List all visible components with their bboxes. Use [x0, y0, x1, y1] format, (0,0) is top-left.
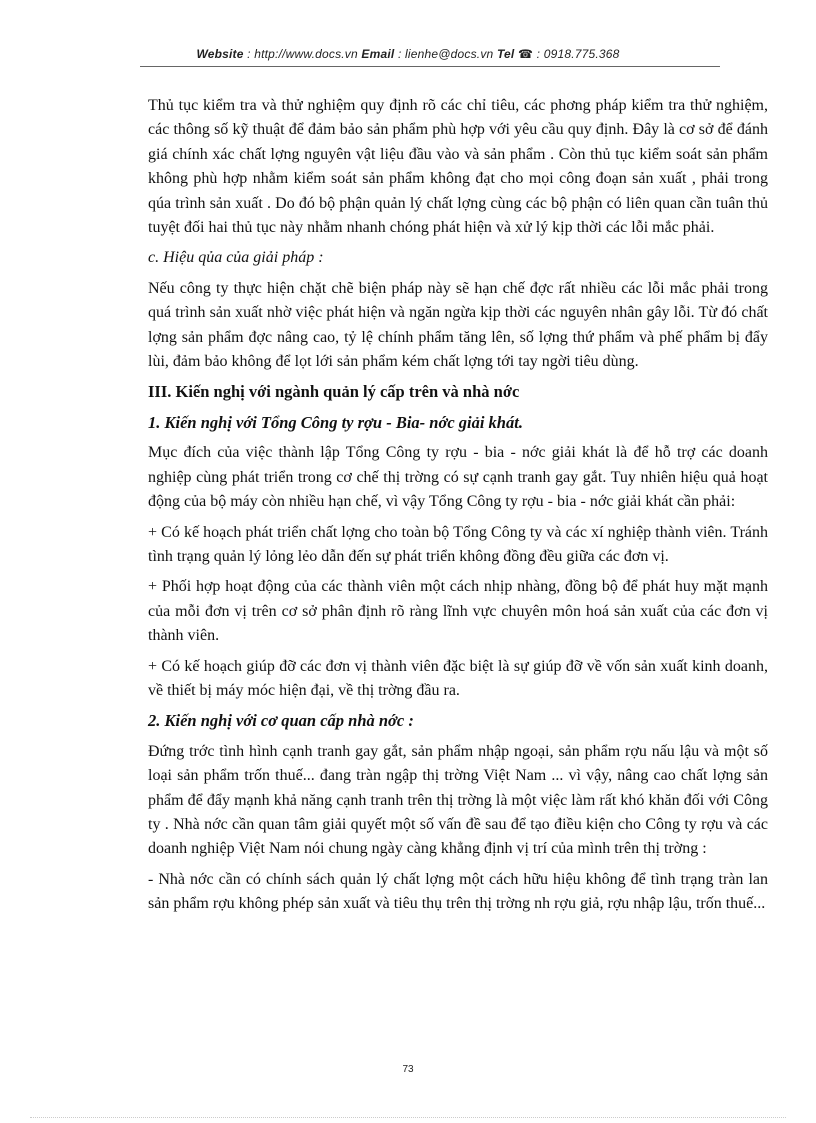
- website-label: Website: [196, 47, 244, 61]
- tel-label: Tel ☎: [496, 47, 534, 61]
- page-bottom-border: [30, 1117, 786, 1118]
- paragraph-procedures: Thủ tục kiểm tra và thử nghiệm quy định rõ các chỉ tiêu, các phơng pháp kiểm tra thử nghiệm, các thông số kỹ thuật để đảm bảo sản phẩm phù hợp với yêu cầu quy định. Đây là cơ sở để đánh giá chính xác chất lợng nguyên vật liệu đầu vào và sản phẩm . Còn thủ tục kiểm soát sản phẩm không phù hợp nhằm kiểm soát sản phẩm không đạt cho mọi công đoạn sản xuất , phải trong qúa trình sản xuất . Do đó bộ phận quản lý chất lợng cùng các bộ phận có liên quan cần tuân thủ tuyệt đối hai thủ tục này nhằm nhanh chóng phát hiện và xử lý kịp thời các lỗi mắc phải.: [148, 97, 768, 237]
- page-header: [0, 47, 816, 61]
- page-number: 73: [402, 1064, 414, 1075]
- document-body: [148, 94, 768, 917]
- heading-c-solution-effect: c. Hiệu qủa của giải pháp :: [148, 249, 324, 267]
- heading-iii-recommendations: III. Kiến nghị với ngành quản lý cấp trên và nhà nớc: [148, 382, 520, 402]
- heading-2-state: 2. Kiến nghị với cơ quan cấp nhà nớc :: [148, 711, 414, 731]
- paragraph-effect: Nếu công ty thực hiện chặt chẽ biện pháp này sẽ hạn chế đợc rất nhiều các lỗi mắc phải trong quá trình sản xuất nhờ việc phát hiện và ngăn ngừa kịp thời các nguyên nhân gây lỗi. Từ đó chất lợng sản phẩm đợc nâng cao, tỷ lệ chính phẩm tăng lên, số lợng thứ phẩm và phế phẩm bị đẩy lùi, đảm bảo không để lọt lới sản phẩm kém chất lợng tới tay ngời tiêu dùng.: [148, 279, 768, 371]
- paragraph-competition: Đứng trớc tình hình cạnh tranh gay gắt, sản phẩm nhập ngoại, sản phẩm rợu nấu lậu và một số loại sản phẩm trốn thuế... đang tràn ngập thị trờng Việt Nam ... vì vậy, nâng cao chất lợng sản phẩm để đẩy mạnh khả năng cạnh tranh trên thị trờng là một việc làm rất khó khăn đối với Công ty . Nhà nớc cần quan tâm giải quyết một số vấn đề sau để tạo điều kiện cho Công ty rợu và các doanh nghiệp Việt Nam nói chung ngày càng khẳng định vị trí của mình trên thị trờng :: [148, 742, 768, 858]
- list-item-support: + Có kế hoạch giúp đỡ các đơn vị thành viên đặc biệt là sự giúp đỡ về vốn sản xuất kinh doanh, về thiết bị máy móc hiện đại, về thị trờng đầu ra.: [148, 657, 768, 699]
- paragraph-purpose: Mục đích của việc thành lập Tổng Công ty rợu - bia - nớc giải khát là để hỗ trợ các doanh nghiệp cùng phát triển trong cơ chế thị trờng có sự cạnh tranh gay gắt. Tuy nhiên hiệu quả hoạt động của bộ máy còn nhiều hạn chế, vì vậy Tổng Công ty rợu - bia - nớc giải khát cần phải:: [148, 444, 768, 511]
- header-divider: [140, 66, 720, 67]
- list-item-quality-plan: + Có kế hoạch phát triển chất lợng cho toàn bộ Tổng Công ty và các xí nghiệp thành viên. Tránh tình trạng quản lý lỏng lẻo dẫn đến sự phát triển không đồng đều giữa các đơn vị.: [148, 523, 768, 565]
- email-label: Email: [361, 47, 395, 61]
- website-url: : http://www.docs.vn: [243, 47, 362, 61]
- email-address: : lienhe@docs.vn: [394, 47, 497, 61]
- heading-1-corporation: 1. Kiến nghị với Tổng Công ty rợu - Bia- nớc giải khát.: [148, 412, 523, 432]
- list-item-coordination: + Phối hợp hoạt động của các thành viên một cách nhịp nhàng, đồng bộ để phát huy mặt mạnh của mỗi đơn vị trên cơ sở phân định rõ ràng lĩnh vực chuyên môn hoá sản xuất của các đơn vị thành viên.: [148, 578, 768, 645]
- tel-number: : 0918.775.368: [533, 47, 620, 61]
- list-item-state-policy: - Nhà nớc cần có chính sách quản lý chất lợng một cách hữu hiệu không để tình trạng tràn lan sản phẩm rợu không phép sản xuất và tiêu thụ trên thị trờng nh rợu giả, rợu nhập lậu, trốn thuế...: [148, 870, 768, 913]
